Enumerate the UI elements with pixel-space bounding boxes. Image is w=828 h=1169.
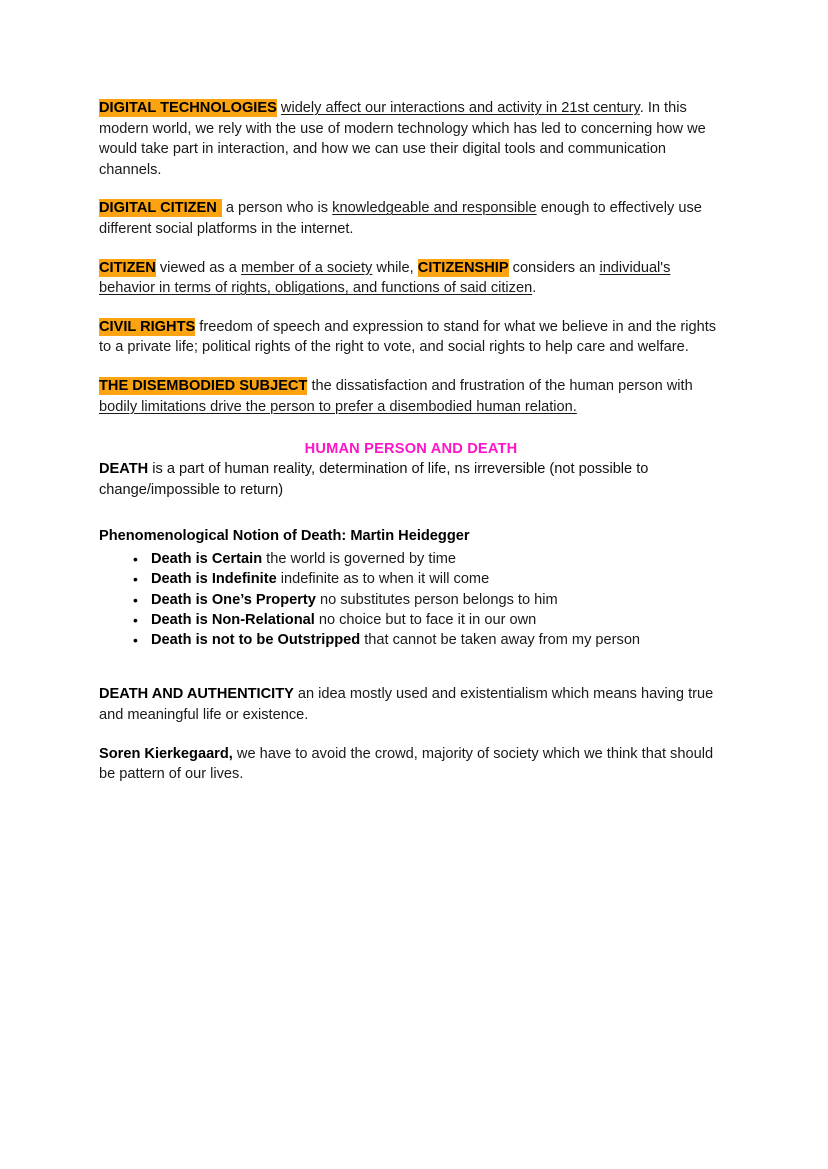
paragraph-digital-technologies — [99, 98, 723, 180]
paragraph-text-digital-citizen: enough to effectively use different social platforms in the internet. — [99, 200, 702, 237]
paragraph-text-soren-kierkegaard: we have to avoid the crowd, majority of society which we think that should be pattern of our lives. — [99, 745, 714, 783]
lead-text-citizen: viewed as a — [155, 259, 241, 276]
underlined-phrase-individual-behavior: individual's behavior in terms of rights, obligations, and functions of said citizen — [99, 259, 671, 297]
underlined-phrase-disembodied-subject: bodily limitations drive the person to prefer a disembodied human relation. — [99, 398, 577, 415]
underlined-phrase-digital-technologies: widely affect our interactions and activity in 21st century — [280, 100, 640, 116]
paragraph-digital-citizen — [99, 198, 723, 239]
list-title-heidegger: Phenomenological Notion of Death: Martin Heidegger — [99, 528, 470, 545]
highlighted-term-digital-citizen: DIGITAL CITIZEN — [99, 199, 222, 217]
list-item — [151, 569, 723, 589]
list-item — [151, 610, 723, 630]
lead-text-disembodied-subject: the dissatisfaction and frustration of the human person with — [307, 377, 693, 394]
bullet-term: Death is Non-Relational — [151, 611, 315, 628]
bold-term-death: DEATH — [99, 461, 149, 478]
mid-text-citizenship: considers an — [508, 259, 600, 276]
lead-text-digital-citizen: a person who is — [221, 200, 333, 217]
highlighted-term-disembodied-subject: THE DISEMBODIED SUBJECT — [99, 377, 308, 394]
bullet-list-heidegger — [99, 549, 723, 650]
paragraph-text-civil-rights: freedom of speech and expression to stand for what we believe in and the rights to a private life; political rights of the right to vote, and social rights to help care and welfare. — [99, 318, 717, 356]
paragraph-citizen — [99, 258, 723, 299]
paragraph-text-digital-technologies: . In this modern world, we rely with the use of modern technology which has led to concerning how we would take part in interaction, and how we can use their digital tools and communication channels. — [99, 100, 706, 178]
list-item — [151, 590, 723, 610]
spacer — [99, 518, 723, 526]
paragraph-text-death: is a part of human reality, determination of life, ns irreversible (not possible to change/impossible to return) — [99, 461, 649, 498]
highlighted-term-digital-technologies: DIGITAL TECHNOLOGIES — [99, 100, 277, 116]
highlighted-term-civil-rights: CIVIL RIGHTS — [99, 318, 196, 335]
spacer — [99, 668, 723, 684]
bullet-term: Death is not to be Outstripped — [151, 632, 361, 649]
highlighted-term-citizen: CITIZEN — [99, 259, 156, 276]
paragraph-civil-rights — [99, 317, 723, 358]
underlined-phrase-digital-citizen: knowledgeable and responsible — [332, 200, 537, 217]
paragraph-disembodied-subject — [99, 376, 723, 417]
document-body — [99, 98, 723, 785]
paragraph-death-and-authenticity — [99, 684, 723, 725]
bullet-text: indefinite as to when it will come — [276, 571, 490, 588]
bold-term-soren-kierkegaard: Soren Kierkegaard, — [99, 745, 233, 762]
paragraph-text-citizen-end: . — [532, 280, 537, 297]
list-item — [151, 549, 723, 569]
mid-text-citizen: while, — [372, 259, 418, 276]
paragraph-text-death-and-authenticity: an idea mostly used and existentialism which means having true and meaningful life or existence. — [99, 686, 714, 723]
highlighted-term-citizenship: CITIZENSHIP — [417, 259, 509, 276]
section-heading-human-person-and-death: HUMAN PERSON AND DEATH — [304, 441, 518, 458]
list-item — [151, 630, 723, 650]
bullet-text: no substitutes person belongs to him — [315, 591, 558, 608]
paragraph-soren-kierkegaard — [99, 744, 723, 785]
bullet-term: Death is One’s Property — [151, 591, 316, 608]
underlined-phrase-member-of-society: member of a society — [240, 259, 373, 276]
paragraph-death — [99, 459, 723, 500]
bullet-text: that cannot be taken away from my person — [360, 632, 641, 649]
bold-term-death-and-authenticity: DEATH AND AUTHENTICITY — [99, 686, 294, 703]
bullet-text: no choice but to face it in our own — [314, 611, 537, 628]
bullet-term: Death is Certain — [151, 550, 263, 567]
bullet-text: the world is governed by time — [262, 550, 456, 567]
bullet-term: Death is Indefinite — [151, 571, 277, 588]
